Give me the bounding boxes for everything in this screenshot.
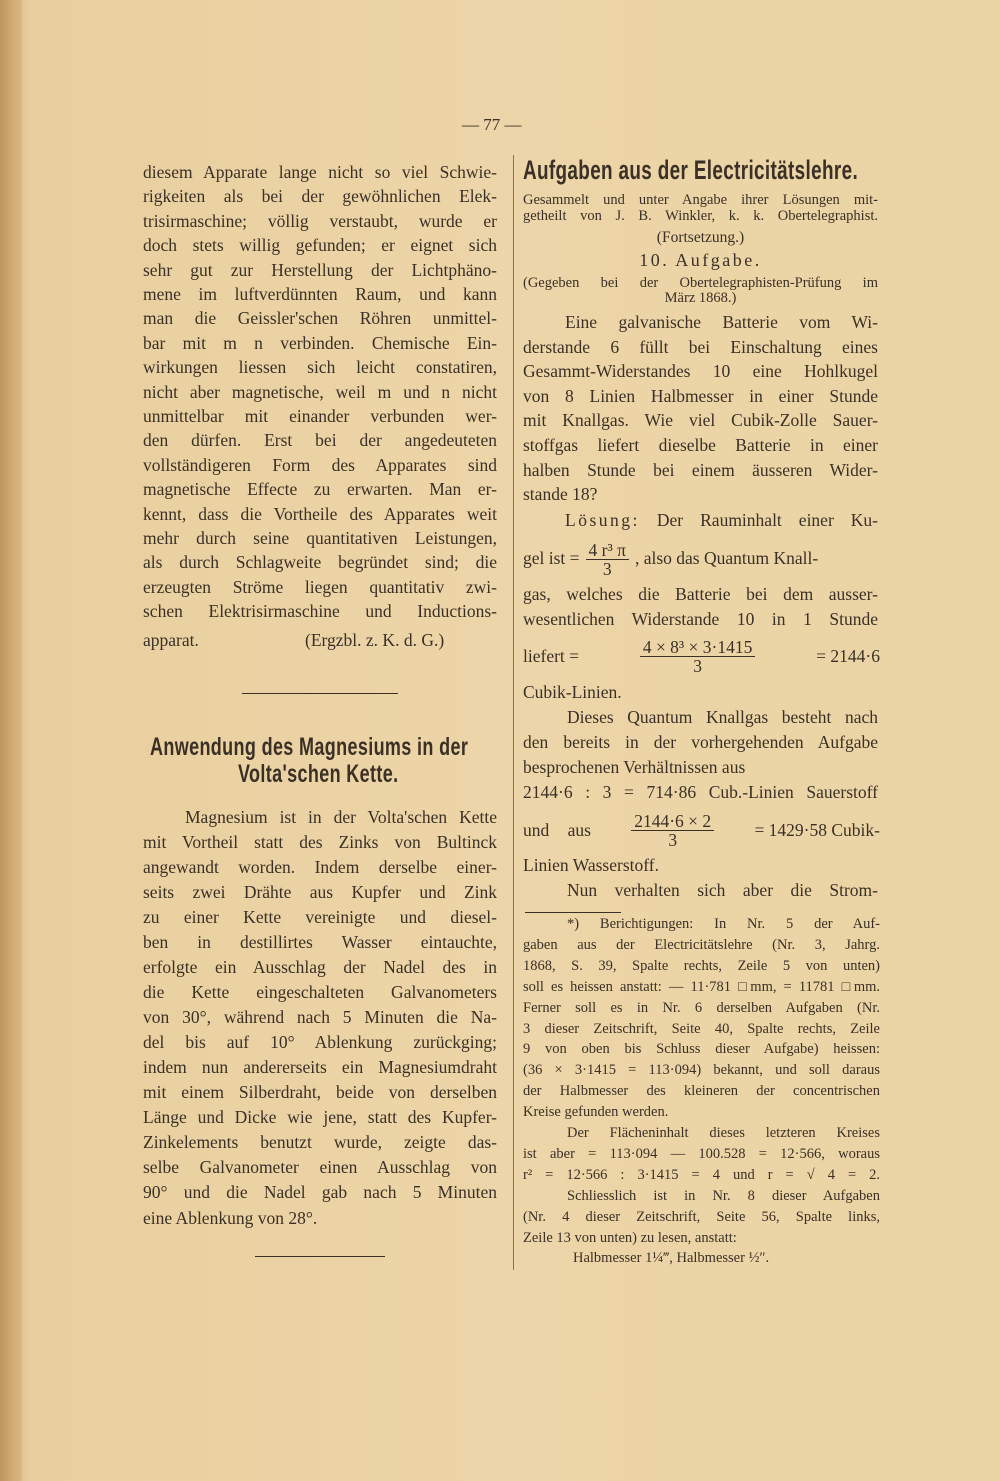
formula-result: = 1429·58 Cubik- bbox=[754, 820, 880, 840]
text-line: zu einer Kette vereinigte und diesel- bbox=[143, 907, 497, 927]
page-number: — 77 — bbox=[462, 115, 522, 134]
text-line: *) Berichtigungen: In Nr. 5 der Auf- bbox=[567, 916, 880, 932]
text-line: kennt, dass die Vortheile des Apparates weit bbox=[143, 503, 497, 524]
text-line: gaben aus der Electricitätslehre (Nr. 3, Jahrg. bbox=[523, 936, 880, 953]
text-line: wirkungen liessen sich leicht constatiren, bbox=[143, 357, 497, 378]
article-heading-line2: Volta'schen Kette. bbox=[238, 760, 399, 788]
text-line: Ferner soll es in Nr. 6 derselben Aufgaben (Nr. bbox=[523, 999, 880, 1016]
denominator: 3 bbox=[693, 655, 702, 676]
text-line: mehr durch seine quantitativen Leistungen, bbox=[143, 528, 497, 548]
text-line: Der Flächeninhalt dieses letzteren Kreises bbox=[567, 1125, 880, 1141]
article-heading-line1: Anwendung des Magnesiums in der bbox=[150, 733, 469, 761]
text-line: unmittelbar mit einander verbunden wer- bbox=[143, 406, 497, 426]
end-divider bbox=[255, 1256, 385, 1257]
numerator: 4 r³ π bbox=[586, 541, 629, 560]
column-divider bbox=[513, 155, 514, 1270]
text-line: besprochenen Verhältnissen aus bbox=[523, 757, 746, 777]
text-line: der Halbmesser des kleineren der concentrischen bbox=[523, 1083, 880, 1100]
footnote-divider bbox=[525, 912, 621, 913]
text-line: (Nr. 4 dieser Zeitschrift, Seite 56, Spalte links, bbox=[523, 1208, 880, 1225]
text-line: halben Stunde bei einem äusseren Wider- bbox=[523, 459, 878, 480]
text-line: Zinkelements benutzt wurde, zeigte das- bbox=[143, 1132, 497, 1152]
text-line: magnetische Effecte zu erwarten. Man er- bbox=[143, 479, 497, 500]
text-line: bar mit m n verbinden. Chemische Ein- bbox=[143, 332, 497, 353]
text-line: mit einem Silberdraht, beide von derselben bbox=[143, 1082, 497, 1102]
text-line: angewandt worden. Indem derselbe einer- bbox=[143, 857, 497, 877]
text-line: Dieses Quantum Knallgas besteht nach bbox=[567, 707, 878, 727]
text-line: Gesammt-Widerstandes 10 eine Hohlkugel bbox=[523, 361, 878, 382]
formula-prefix: liefert = bbox=[523, 646, 580, 666]
formula-suffix: , also das Quantum Knall- bbox=[634, 548, 819, 568]
given-line1: (Gegeben bei der Obertelegraphisten-Prüfung im bbox=[523, 275, 878, 291]
text-line: Länge und Dicke wie jene, statt des Kupfer- bbox=[143, 1107, 497, 1127]
text-line: stoffgas liefert dieselbe Batterie in einer bbox=[523, 435, 878, 455]
task-title: 10. Aufgabe. bbox=[639, 250, 762, 270]
text-line: erzeugten Ströme liegen quantitativ zwi- bbox=[143, 576, 497, 597]
continuation-label: (Fortsetzung.) bbox=[656, 229, 745, 246]
page-edge bbox=[0, 0, 22, 1481]
text-line: man die Geissler'schen Röhren unmittel- bbox=[143, 308, 497, 329]
text-line: gas, welches die Batterie bei dem ausser- bbox=[523, 584, 878, 604]
text-line: 1868, S. 39, Spalte rechts, Zeile 5 von unten) bbox=[523, 957, 880, 974]
article-last-line: eine Ablenkung von 28°. bbox=[143, 1208, 318, 1228]
text-line: ist aber = 113·094 — 100.528 = 12·566, woraus bbox=[523, 1145, 880, 1162]
solution-line bbox=[565, 509, 878, 531]
subtitle-line2: getheilt von J. B. Winkler, k. k. Obertelegraphist. bbox=[523, 208, 878, 224]
text-line: 90° und die Nadel gab nach 5 Minuten bbox=[143, 1182, 497, 1202]
formula-prefix: gel ist = bbox=[523, 548, 580, 568]
section-divider bbox=[242, 693, 398, 694]
text-line: von 8 Linien Halbmesser in einer Stunde bbox=[523, 385, 878, 406]
text-line: Halbmesser 1¼‴, Halbmesser ½″. bbox=[573, 1250, 770, 1267]
text-line: den dürfen. Erst bei der angedeuteten bbox=[143, 430, 497, 451]
formula-wasserstoff bbox=[523, 808, 880, 852]
text-line: derstande 6 füllt bei Einschaltung eines bbox=[523, 336, 878, 357]
fraction bbox=[586, 541, 629, 578]
text-line: vollständigeren Form des Apparates sind bbox=[143, 454, 497, 475]
text-line: 9 von oben bis Schluss dieser Aufgabe) heissen: bbox=[523, 1041, 880, 1058]
solution-label: Lösung: bbox=[565, 510, 640, 530]
task-last-line: stande 18? bbox=[523, 484, 598, 504]
linien-wasserstoff: Linien Wasserstoff. bbox=[523, 855, 659, 875]
continuation-line: Nun verhalten sich aber die Strom- bbox=[567, 880, 878, 900]
right-article-heading: Aufgaben aus der Electricitätslehre. bbox=[523, 155, 859, 185]
denominator: 3 bbox=[668, 829, 678, 850]
text-line: 3 dieser Zeitschrift, Seite 40, Spalte rechts, Zeile bbox=[523, 1020, 880, 1037]
text-line: soll es heissen anstatt: — 11·781 □mm, = 11781 □mm. bbox=[523, 978, 880, 995]
text-line: schen Elektrisirmaschine und Inductions- bbox=[143, 601, 497, 622]
text-line: den bereits in der vorhergehenden Aufgabe bbox=[523, 732, 878, 752]
text-line: r² = 12·566 : 3·1415 = 4 und r = √ 4 = 2. bbox=[523, 1166, 880, 1183]
text-line: von 30°, während nach 5 Minuten die Na- bbox=[143, 1007, 497, 1027]
text-line: selbe Galvanometer einen Ausschlag von bbox=[143, 1157, 497, 1177]
text-line: sehr gut zur Herstellung der Lichtphäno- bbox=[143, 259, 497, 280]
fraction bbox=[631, 812, 714, 849]
formula-sphere-volume bbox=[523, 536, 880, 580]
formula-result: = 2144·6 bbox=[816, 646, 880, 666]
given-line2: März 1868.) bbox=[664, 290, 737, 306]
text-line: Eine galvanische Batterie vom Wi- bbox=[565, 312, 878, 332]
source-citation: (Ergzbl. z. K. d. G.) bbox=[305, 630, 445, 650]
text-line: Kreise gefunden werden. bbox=[523, 1104, 669, 1121]
formula-knallgas bbox=[523, 634, 880, 678]
text-line: seits zwei Drähte aus Kupfer und Zink bbox=[143, 882, 497, 902]
text-line: mene im luftverdünnten Raum, und kann bbox=[143, 284, 497, 304]
solution-text: Der Rauminhalt einer Ku- bbox=[656, 510, 878, 530]
text-line: mit Knallgas. Wie viel Cubik-Zolle Sauer- bbox=[523, 410, 878, 431]
text-line: Schliesslich ist in Nr. 8 dieser Aufgaben bbox=[567, 1187, 880, 1204]
numerator: 4 × 8³ × 3·1415 bbox=[640, 638, 756, 657]
text-line: rigkeiten als bei der gewöhnlichen Elek- bbox=[143, 186, 497, 207]
fraction bbox=[640, 638, 756, 675]
text-line: nicht aber magnetische, weil m und n nicht bbox=[143, 381, 497, 402]
text-line: mit Vortheil statt des Zinks von Bultinck bbox=[143, 832, 497, 852]
text-line: die Kette eingeschalteten Galvanometers bbox=[143, 982, 497, 1002]
denominator: 3 bbox=[602, 559, 612, 580]
numerator: 2144·6 × 2 bbox=[631, 812, 714, 831]
text-line: 2144·6 : 3 = 714·86 Cub.-Linien Sauerstoff bbox=[523, 782, 878, 802]
text-line: erfolgte ein Ausschlag der Nadel des in bbox=[143, 957, 497, 977]
text-line: Zeile 13 von unten) zu lesen, anstatt: bbox=[523, 1229, 737, 1246]
text-line: (36 × 3·1415 = 113·094) bekannt, und soll daraus bbox=[523, 1062, 880, 1079]
text-line: del bis auf 10° Ablenkung zurückging; bbox=[143, 1032, 497, 1052]
paragraph-last-line: apparat. bbox=[143, 630, 199, 650]
cubik-linien: Cubik-Linien. bbox=[523, 682, 622, 702]
text-line: Magnesium ist in der Volta'schen Kette bbox=[185, 807, 497, 827]
text-line: trisirmaschine; völlig verstaubt, wurde er bbox=[143, 210, 497, 231]
formula-prefix: und aus bbox=[523, 820, 591, 840]
subtitle-line1: Gesammelt und unter Angabe ihrer Lösungen mit- bbox=[523, 192, 878, 208]
text-line: ben in destillirtes Wasser eintauchte, bbox=[143, 932, 497, 952]
text-line: wesentlichen Widerstande 10 in 1 Stunde bbox=[523, 609, 878, 629]
text-line: doch stets willig gefunden; er eignet sich bbox=[143, 235, 497, 256]
text-line: als durch Schlagweite begründet sind; die bbox=[143, 552, 497, 573]
text-line: diesem Apparate lange nicht so viel Schwie- bbox=[143, 162, 497, 182]
text-line: indem nun andererseits ein Magnesiumdraht bbox=[143, 1057, 497, 1077]
